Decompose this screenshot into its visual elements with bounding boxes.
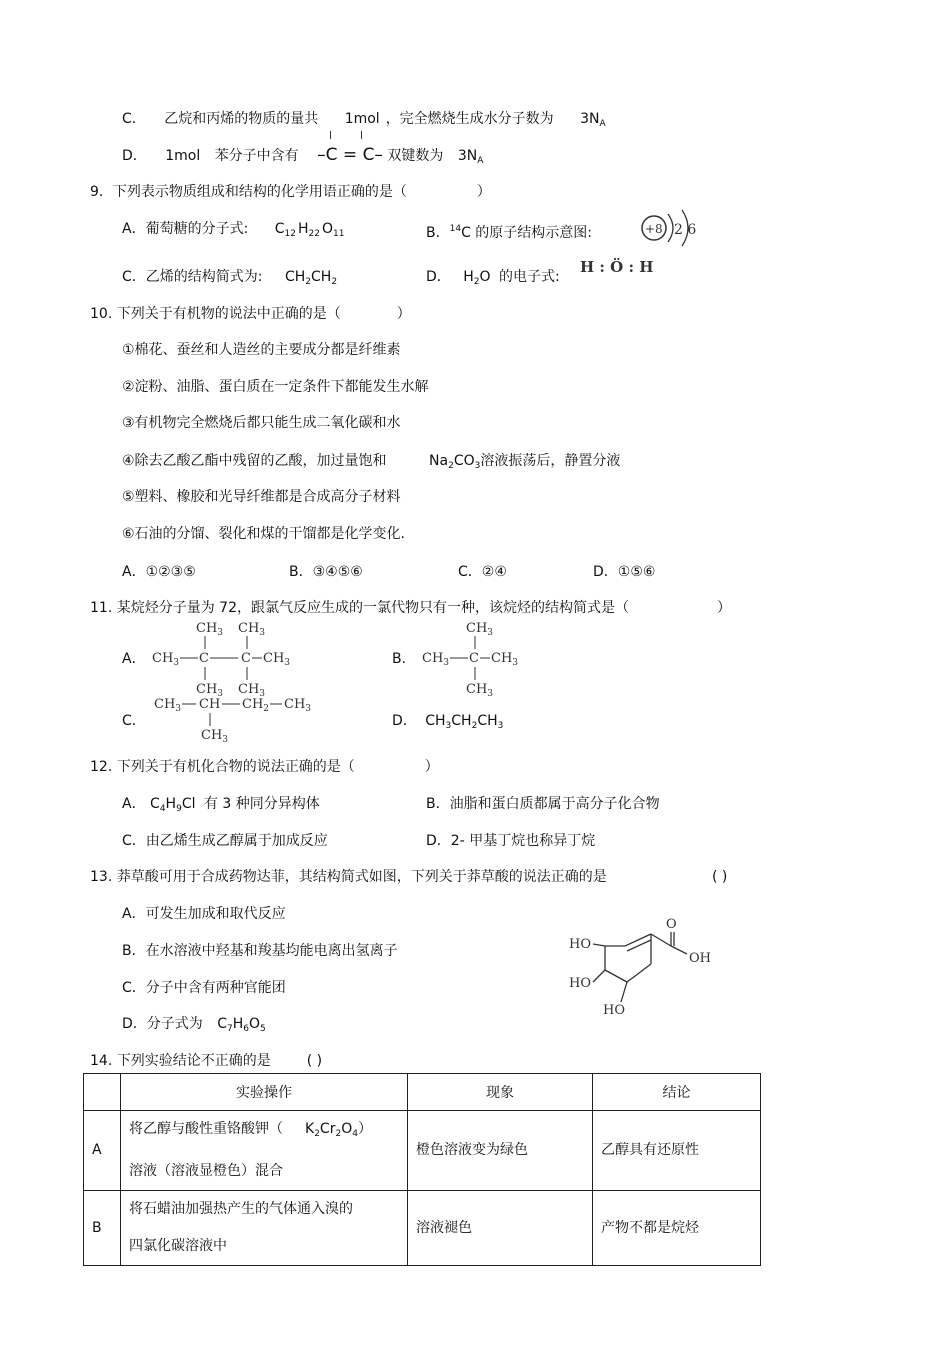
q11-structure-a (148, 618, 298, 698)
q9-stem: 9．下列表示物质组成和结构的化学用语正确的是（ ） (90, 184, 491, 200)
atom-structure-diagram (634, 204, 704, 248)
table-row (84, 1191, 761, 1266)
table-header-phenomenon: 现象 (408, 1074, 593, 1111)
q13-option-a: A．可发生加成和取代反应 (122, 906, 286, 922)
q13-option-d: D．分子式为 $C_7H_6O_5$ (122, 1016, 266, 1034)
svg-text:CH: CH (199, 697, 221, 712)
q10-item-4: ④除去乙酸乙酯中残留的乙酸，加过量饱和 $Na_2CO_3$溶液振荡后，静置分液 (122, 453, 621, 471)
row-operation: 将乙醇与酸性重铬酸钾（ $K_2Cr_2O_4$） 溶液（溶液显橙色）混合 (121, 1111, 408, 1191)
row-phenomenon: 橙色溶液变为绿色 (408, 1111, 593, 1191)
svg-text:C: C (199, 651, 209, 666)
q11-structure-b (418, 618, 528, 698)
svg-text:2 6: 2 6 (674, 222, 697, 238)
q13-option-c: C．分子中含有两种官能团 (122, 980, 286, 996)
q9-option-b: B．$^{14}$C 的原子结构示意图: (426, 224, 593, 241)
q9-option-c: C．乙烯的结构简式为: $CH_2CH_2$ (122, 269, 338, 287)
q12-stem: 12. 下列关于有机化合物的说法正确的是（ ） (90, 759, 439, 775)
svg-text:O: O (666, 917, 677, 932)
q9-option-a: A．葡萄糖的分子式: $C_{12}$ $H_{22}$ $O_{11}$ (122, 221, 345, 239)
q10-option-c: C．②④ (458, 564, 507, 580)
q8-option-c: C． 乙烷和丙烯的物质的量共 1mol ，完全燃烧生成水分子数为 $3N_A$ (122, 111, 606, 129)
table-header-row (84, 1074, 761, 1111)
q10-item-6: ⑥石油的分馏、裂化和煤的干馏都是化学变化. (122, 526, 405, 542)
svg-text:CH3: $CH_3$ (466, 621, 494, 638)
q11-option-b-label: B． (392, 651, 416, 667)
svg-text:CH2: $CH_2$ (242, 697, 270, 714)
table-header-blank (84, 1074, 121, 1111)
svg-text:CH3: $CH_3$ (422, 651, 450, 668)
svg-text:CH3: $CH_3$ (154, 697, 182, 714)
svg-text:+8: +8 (645, 222, 663, 236)
q10-item-5: ⑤塑料、橡胶和光导纤维都是合成高分子材料 (122, 489, 401, 505)
svg-text:HO: HO (569, 976, 591, 991)
q10-item-1: ①棉花、蚕丝和人造丝的主要成分都是纤维素 (122, 342, 401, 358)
row-label: A (84, 1111, 121, 1191)
svg-text:CH3: $CH_3$ (491, 651, 519, 668)
svg-text:OH: OH (689, 951, 711, 966)
q13-stem: 13. 莽草酸可用于合成药物达菲，其结构简式如图，下列关于莽草酸的说法正确的是 (90, 869, 607, 885)
shikimic-acid-structure (565, 910, 725, 1025)
svg-text:CH3: $CH_3$ (196, 682, 224, 698)
svg-text:CH3: $CH_3$ (152, 651, 180, 668)
svg-text:C: C (469, 651, 479, 666)
svg-text:CH3: $CH_3$ (201, 728, 229, 744)
q12-option-d: D．2- 甲基丁烷也称异丁烷 (426, 833, 596, 849)
q14-stem: 14. 下列实验结论不正确的是 ( ) (90, 1053, 323, 1069)
q10-option-b: B．③④⑤⑥ (289, 564, 363, 580)
q13-option-b: B．在水溶液中羟基和羧基均能电离出氢离子 (122, 943, 398, 959)
svg-text:CH3: $CH_3$ (238, 682, 266, 698)
q10-option-d: D．①⑤⑥ (593, 564, 656, 580)
svg-text:C: C (241, 651, 251, 666)
q10-stem: 10. 下列关于有机物的说法中正确的是（ ） (90, 306, 411, 322)
q11-stem: 11. 某烷烃分子量为 72，跟氯气反应生成的一氯代物只有一种，该烷烃的结构简式是（ ） (90, 600, 731, 616)
bond-tick-1 (330, 131, 331, 139)
svg-text:HO: HO (569, 937, 591, 952)
table-header-operation: 实验操作 (121, 1074, 408, 1111)
table-header-conclusion: 结论 (593, 1074, 761, 1111)
q12-option-c: C．由乙烯生成乙醇属于加成反应 (122, 833, 328, 849)
q11-option-d: D． $CH_3CH_2CH_3$ (392, 713, 504, 731)
q12-option-a: A． $C_4H_9Cl$ 有 3 种同分异构体 (122, 796, 320, 814)
svg-text:CH3: $CH_3$ (238, 621, 266, 638)
row-operation: 将石蜡油加强热产生的气体通入溴的 四氯化碳溶液中 (121, 1191, 408, 1266)
svg-text:HO: HO (603, 1003, 625, 1018)
q11-structure-c (150, 692, 315, 744)
q10-option-a: A．①②③⑤ (122, 564, 196, 580)
svg-text:CH3: $CH_3$ (466, 682, 494, 698)
q8-option-d: D． 1mol 苯分子中含有 –C = C– 双键数为 $3N_A$ (122, 145, 484, 166)
row-conclusion: 产物不都是烷烃 (593, 1191, 761, 1266)
svg-text:CH3: $CH_3$ (263, 651, 291, 668)
svg-text:CH3: $CH_3$ (284, 697, 312, 714)
q13-paren: ( ) (712, 869, 728, 885)
q12-option-b: B．油脂和蛋白质都属于高分子化合物 (426, 796, 660, 812)
q11-option-a-label: A． (122, 651, 146, 667)
q10-item-2: ②淀粉、油脂、蛋白质在一定条件下都能发生水解 (122, 379, 429, 395)
electron-formula: H : Ö : H (580, 258, 654, 276)
row-conclusion: 乙醇具有还原性 (593, 1111, 761, 1191)
svg-text:CH3: $CH_3$ (196, 621, 224, 638)
table-row (84, 1111, 761, 1191)
experiment-table (83, 1073, 761, 1266)
row-label: B (84, 1191, 121, 1266)
row-phenomenon: 溶液褪色 (408, 1191, 593, 1266)
q11-option-c-label: C． (122, 713, 146, 729)
bond-tick-2 (361, 131, 362, 139)
q9-option-d: D． $H_2O$ 的电子式: (426, 269, 560, 287)
q10-item-3: ③有机物完全燃烧后都只能生成二氧化碳和水 (122, 415, 401, 431)
